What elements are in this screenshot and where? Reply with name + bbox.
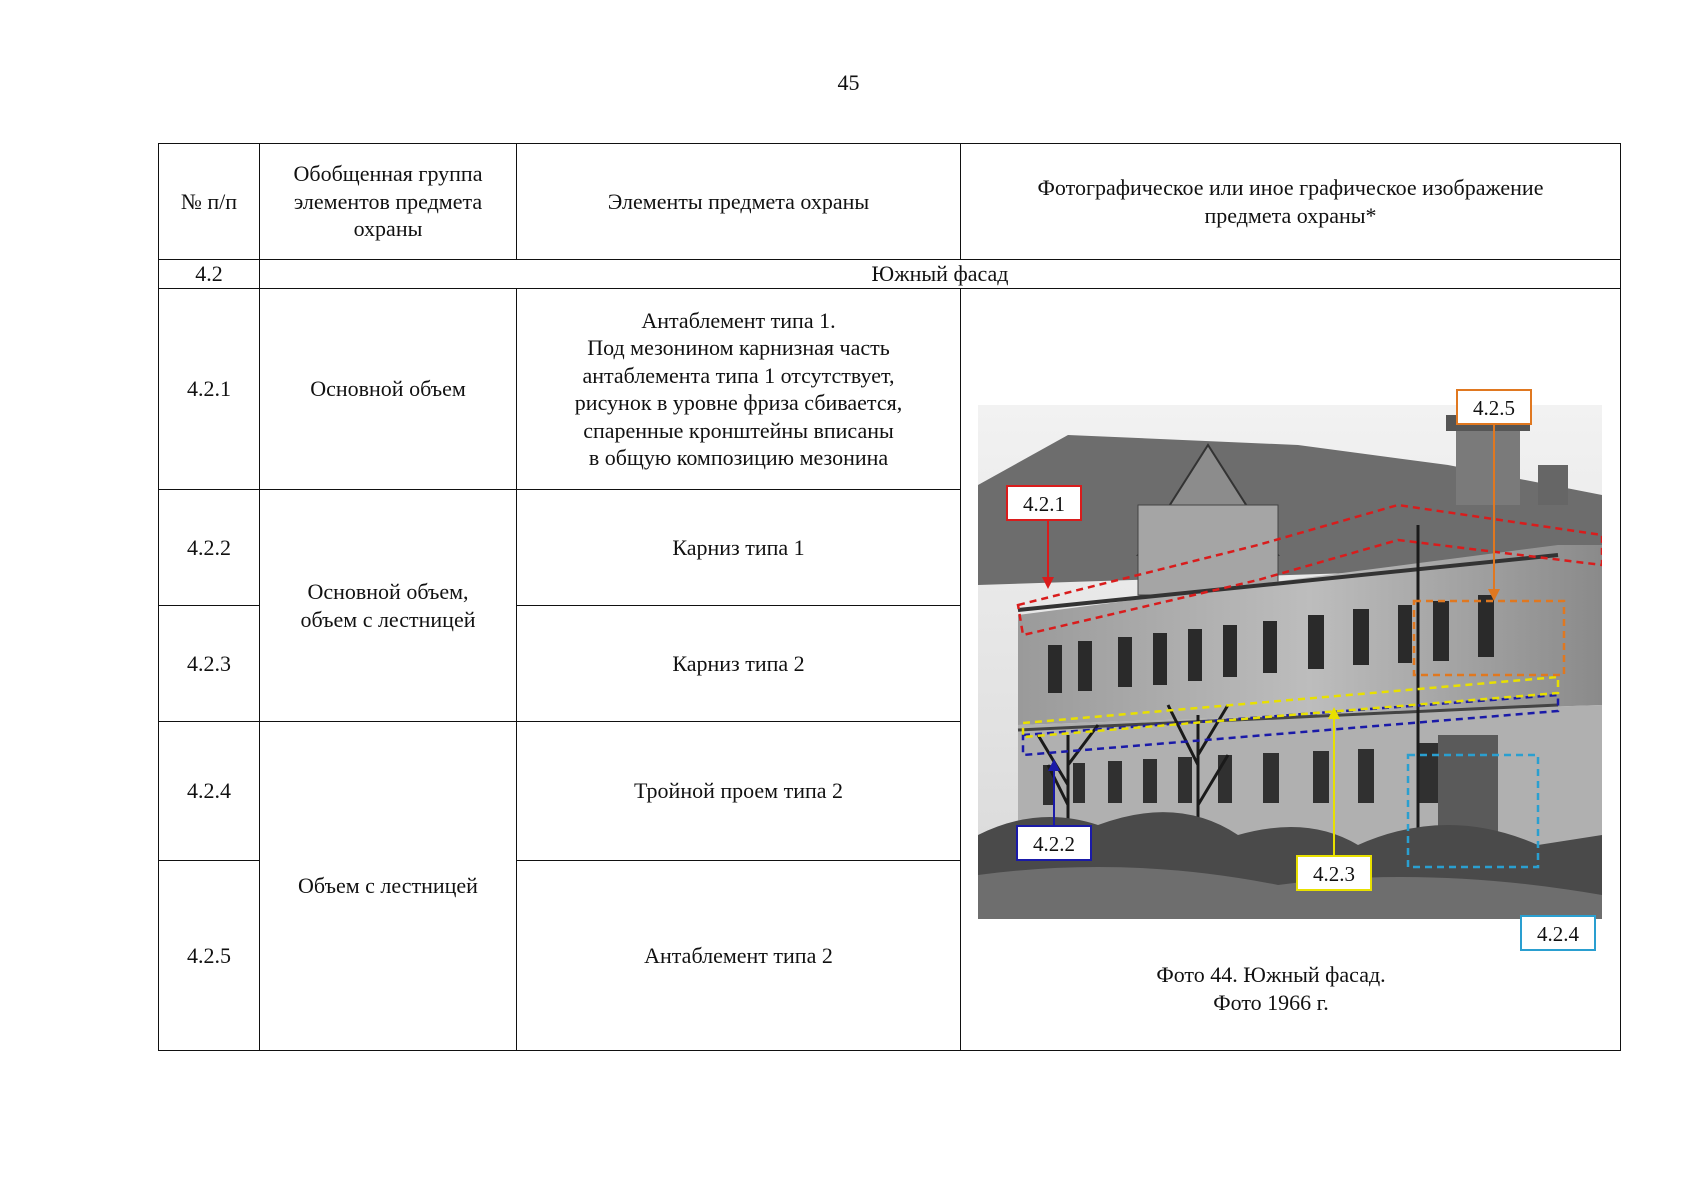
header-image: Фотографическое или иное графическое изображение предмета охраны* (961, 144, 1621, 260)
photo-cell (961, 289, 1621, 1051)
section-title: Южный фасад (260, 260, 1621, 289)
row-num: 4.2.1 (159, 289, 260, 490)
row-num: 4.2.4 (159, 722, 260, 861)
heritage-elements-table (158, 143, 1621, 1051)
page-number: 45 (837, 70, 860, 95)
arrow-4-2-3 (1324, 705, 1344, 857)
header-num: № п/п (159, 144, 260, 260)
callout-4-2-1: 4.2.1 (1006, 485, 1082, 521)
header-row (159, 144, 1621, 260)
row-group: Основной объем (260, 289, 517, 490)
row-element: Карниз типа 1 (517, 490, 961, 606)
arrow-4-2-1 (1038, 521, 1058, 591)
callout-4-2-5: 4.2.5 (1456, 389, 1532, 425)
row-element: Антаблемент типа 2 (517, 861, 961, 1051)
row-num: 4.2.2 (159, 490, 260, 606)
table-row (159, 289, 1621, 490)
row-num: 4.2.3 (159, 606, 260, 722)
facade-photo (978, 396, 1602, 946)
row-element: Тройной проем типа 2 (517, 722, 961, 861)
section-num: 4.2 (159, 260, 260, 289)
arrow-4-2-5 (1484, 425, 1504, 605)
row-element: Антаблемент типа 1. Под мезонином карнизная часть антаблемента типа 1 отсутствует, рисунок в уровне фриза сбивается, спаренные кронштейны вписаны в общую композицию мезонина (517, 289, 961, 490)
callout-4-2-2: 4.2.2 (1016, 825, 1092, 861)
callout-4-2-3: 4.2.3 (1296, 855, 1372, 891)
section-row (159, 260, 1621, 289)
row-group: Объем с лестницей (260, 722, 517, 1051)
callout-4-2-4: 4.2.4 (1520, 915, 1596, 951)
photo-caption: Фото 44. Южный фасад. Фото 1966 г. (1156, 962, 1386, 1015)
header-elements: Элементы предмета охраны (517, 144, 961, 260)
row-group: Основной объем, объем с лестницей (260, 490, 517, 722)
header-group: Обобщенная группа элементов предмета охраны (260, 144, 517, 260)
row-element: Карниз типа 2 (517, 606, 961, 722)
arrow-4-2-2 (1044, 757, 1064, 827)
row-num: 4.2.5 (159, 861, 260, 1051)
